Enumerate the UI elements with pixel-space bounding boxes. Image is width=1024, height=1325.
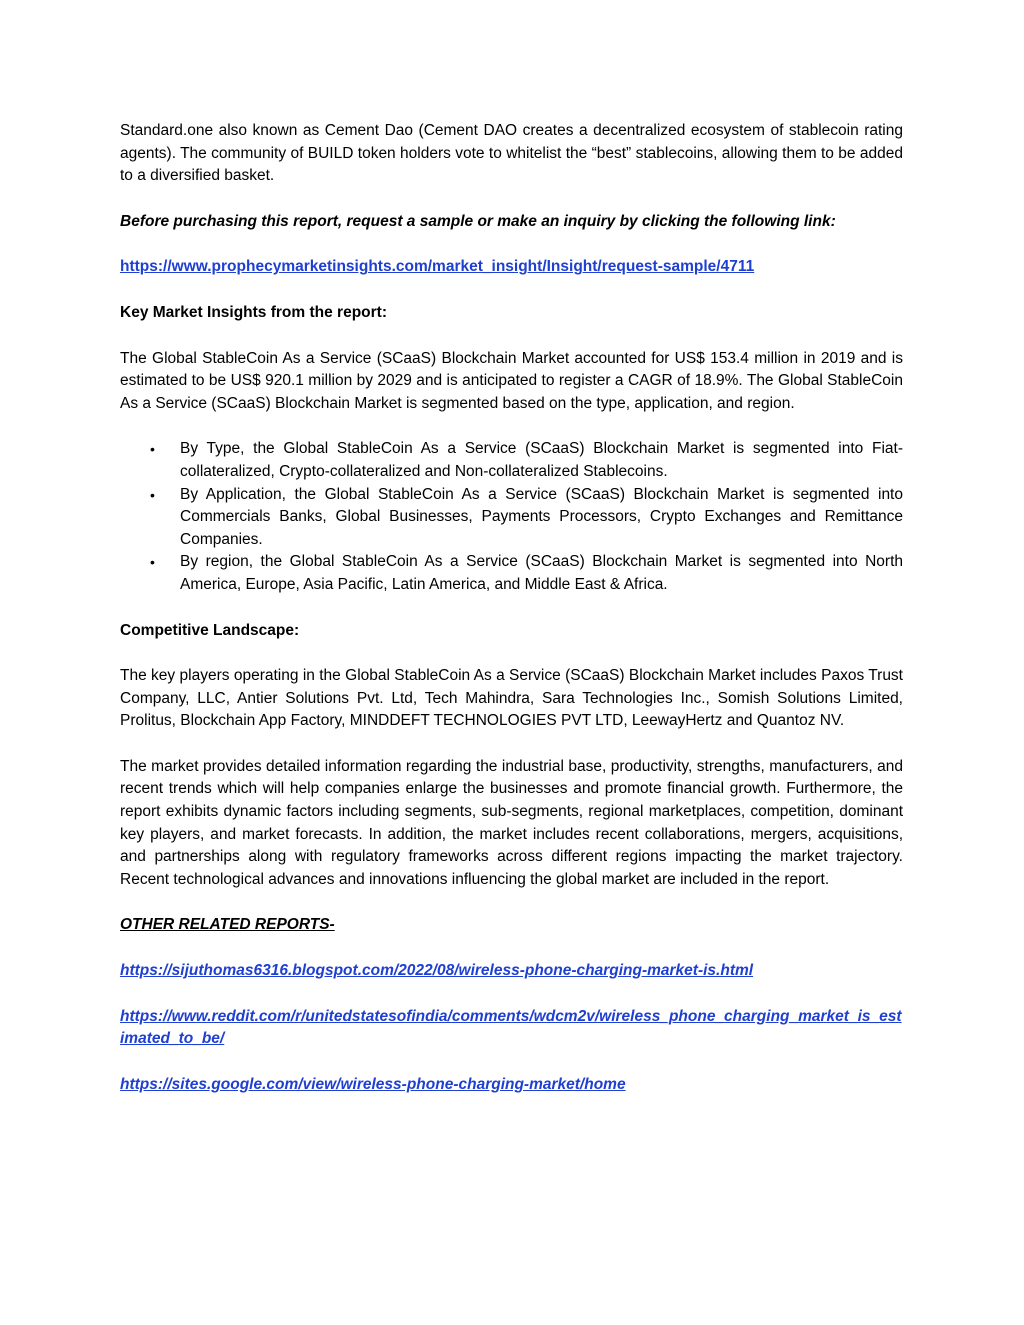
bullet-text: By Application, the Global StableCoin As a Service (SCaaS) Blockchain Market is segmented into Commercials Banks, Global Businesses, Payments Processors, Crypto Exchanges and Remittance Companies.	[180, 485, 903, 548]
competitive-landscape-heading: Competitive Landscape:	[120, 621, 300, 639]
key-insights-paragraph: The Global StableCoin As a Service (SCaaS) Blockchain Market accounted for US$ 153.4 million in 2019 and is estimated to be US$ 920.1 million by 2029 and is anticipated to register a CAGR of 18.9%. The Global StableCoin As a Service (SCaaS) Blockchain Market is segmented based on the type, application, and region.	[120, 349, 903, 412]
related-link-paragraph	[120, 960, 903, 983]
intro-paragraph: Standard.one also known as Cement Dao (Cement DAO creates a decentralized ecosystem of stablecoin rating agents). The community of BUILD token holders vote to whitelist the “best” stablecoins, allowing them to be added to a diversified basket.	[120, 122, 903, 185]
bullet-item-region	[120, 551, 903, 596]
market-description-paragraph: The market provides detailed information regarding the industrial base, productivity, strengths, manufacturers, and recent trends which will help companies enlarge the businesses and promote financial growth. Furthermore, the report exhibits dynamic factors including segments, sub-segments, regional marketplaces, competition, dominant key players, and market forecasts. In addition, the market includes recent collaborations, mergers, acquisitions, and partnerships along with regulatory frameworks across different regions impacting the market trajectory. Recent technological advances and innovations influencing the global market are included in the report.	[120, 757, 903, 888]
segment-bullet-list	[120, 438, 903, 596]
sample-request-link[interactable]: https://www.prophecymarketinsights.com/market_insight/Insight/request-sample/4711	[120, 258, 755, 276]
bullet-icon: •	[150, 486, 155, 503]
bullet-icon: •	[150, 441, 155, 458]
related-report-link-blogspot[interactable]: https://sijuthomas6316.blogspot.com/2022/08/wireless-phone-charging-market-is.html	[120, 962, 754, 980]
related-report-link-reddit[interactable]: https://www.reddit.com/r/unitedstatesofindia/comments/wdcm2v/wireless_phone_charging_market_is_estimated_to_be/	[120, 1007, 902, 1048]
bullet-icon: •	[150, 554, 155, 571]
competitive-landscape-paragraph: The key players operating in the Global StableCoin As a Service (SCaaS) Blockchain Market includes Paxos Trust Company, LLC, Antier Solutions Pvt. Ltd, Tech Mahindra, Sara Technologies Inc., Somish Solutions Limited, Prolitus, Blockchain App Factory, MINDDEFT TECHNOLOGIES PVT LTD, LeewayHertz and Quantoz NV.	[120, 667, 903, 730]
bullet-item-type	[120, 438, 903, 483]
bullet-text: By region, the Global StableCoin As a Service (SCaaS) Blockchain Market is segmented into North America, Europe, Asia Pacific, Latin America, and Middle East & Africa.	[180, 553, 903, 593]
key-insights-heading: Key Market Insights from the report:	[120, 303, 387, 321]
related-link-paragraph	[120, 1074, 903, 1097]
related-report-link-google-sites[interactable]: https://sites.google.com/view/wireless-phone-charging-market/home	[120, 1075, 626, 1093]
document-page	[120, 120, 903, 1119]
bullet-text: By Type, the Global StableCoin As a Service (SCaaS) Blockchain Market is segmented into Fiat-collateralized, Crypto-collateralized and Non-collateralized Stablecoins.	[180, 440, 903, 480]
sample-link-paragraph	[120, 256, 903, 279]
related-reports-heading: OTHER RELATED REPORTS-	[120, 916, 335, 934]
bullet-item-application	[120, 484, 903, 552]
related-link-paragraph	[120, 1006, 903, 1051]
sample-request-prompt: Before purchasing this report, request a sample or make an inquiry by clicking the following link:	[120, 212, 836, 230]
